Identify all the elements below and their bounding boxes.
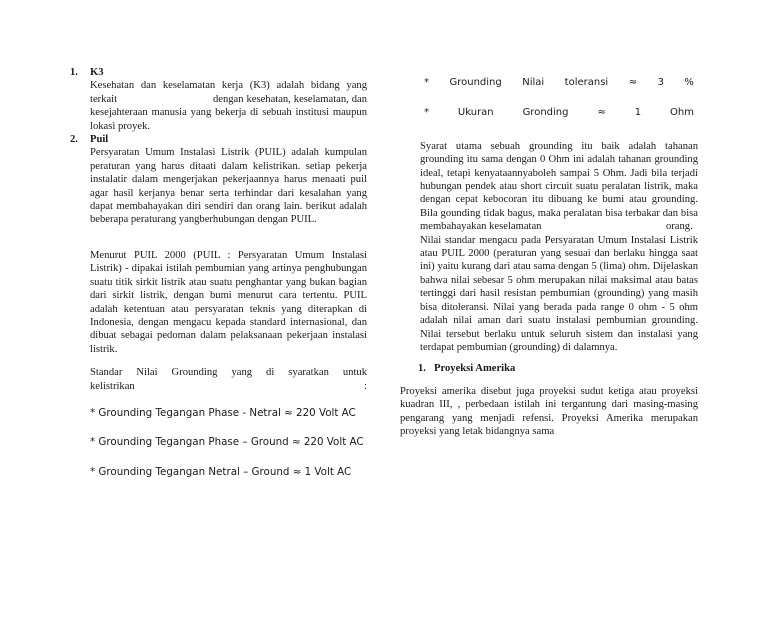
standard-colon: :	[364, 380, 367, 392]
row-value: 1	[634, 107, 642, 119]
bullet: *	[424, 107, 429, 119]
size-row	[400, 106, 698, 119]
row-value: 3	[657, 77, 664, 88]
row-word: Ukuran	[457, 107, 494, 119]
grounding-spec-phase-ground: * Grounding Tegangan Phase – Ground ≈ 220 Volt AC	[90, 436, 364, 449]
row-unit: Ohm	[670, 107, 694, 119]
tolerance-row	[400, 76, 698, 89]
row-symbol: ≈	[628, 77, 638, 88]
heading-number: 1.	[418, 363, 426, 375]
list-item-puil	[70, 133, 367, 227]
section-title-puil: Puil	[90, 134, 109, 146]
row-word: Gronding	[522, 107, 569, 119]
standard-grounding-intro	[70, 366, 367, 393]
row-word: Grounding	[449, 77, 502, 88]
bullet: *	[424, 77, 429, 88]
heading-text: Proyeksi Amerika	[434, 363, 516, 375]
standard-value-paragraph: Nilai standar mengacu pada Persyaratan Umum Instalasi Listrik atau PUIL 2000 (peraturan yang sesuai dan berlaku hingga saat ini) yaitu kurang dari atau sama dengan 5 (lima) ohm. Dijelaskan bahwa nilai sebesar 5 ohm merupakan nilai maksimal atau batas tertinggi dari hasil resistan pembumian (grounding) yang masih bisa ditoleransi. Nilai yang berada pada range 0 ohm - 5 ohm adalah nilai aman dari suatu instalasi pembumian grounding. Nilai tersebut berlaku untuk seluruh sistem dan instalasi yang terdapat pembumian (grounding) di dalamnya.	[420, 234, 698, 353]
left-column	[70, 66, 370, 479]
right-column	[400, 76, 701, 438]
section-title-k3: K3	[90, 67, 104, 78]
puil-paragraph: Persyaratan Umum Instalasi Listrik (PUIL) adalah kumpulan peraturan yang harus ditaati dalam kelistrikan. setiap pekerja instalatir dalam mengerjakan pekerjaannya harus menaati puil agar hasil kerjanya benar serta terhindar dari kesalahan yang dapat membahayakan diri sendiri dan orang lain. berikut adalah beberapa peraturang yangberhubungan dengan PUIL.	[90, 147, 367, 226]
grounding-requirement-paragraph: Syarat utama sebuah grounding itu baik adalah tahanan grounding itu sama dengan 0 Ohm ini adalah tahanan grounding ideal, tetapi kenyataannyaboleh sampai 5 Ohm. Jadi bila terjadi hubungan pendek atau short circuit suatu peralatan listrik, maka dengan cepat kebocoran itu dibuang ke bumi atau grounding. Bila gounding tidak bagus, maka peralatan bisa terbakar dan bisa membahayakan keselamatan orang.	[420, 140, 701, 233]
row-word: toleransi	[564, 77, 609, 88]
row-unit: %	[684, 77, 694, 88]
puil2000-paragraph: Menurut PUIL 2000 (PUIL : Persyaratan Umum Instalasi Listrik) - dipakai istilah pembumian yang artinya penghubungan suatu titik sirkit listrik atau suatu penghantar yang bukan bagian dari sirkit listrik, dengan bumi menurut cara tertentu. PUIL adalah ketentuan atau persyaratan teknis yang diterapkan di Indonesia, dengan mengacu kepada standard internasional, dan dibuat sebagai pedoman dalam pelaksanaan pekerjaan instalasi listrik.	[90, 249, 367, 355]
proyeksi-amerika-paragraph: Proyeksi amerika disebut juga proyeksi sudut ketiga atau proyeksi kuadran III, , perbedaan istilah ini tergantung dari masing-masing pengarang yang menjadi refensi. Proyeksi Amerika merupakan proyeksi yang letak bidangnya sama	[400, 385, 698, 437]
heading-proyeksi-amerika	[400, 362, 698, 375]
row-word: Nilai	[522, 77, 545, 88]
standard-line-2: kelistrikan	[90, 380, 135, 392]
list-number: 2.	[70, 134, 78, 146]
k3-paragraph: Kesehatan dan keselamatan kerja (K3) adalah bidang yang terkait dengan kesehatan, keselamatan, dan kesejahteraan manusia yang bekerja di sebuah institusi maupun lokasi proyek.	[90, 80, 370, 132]
list-item-k3	[70, 66, 370, 133]
list-number: 1.	[70, 67, 78, 78]
grounding-spec-phase-netral: * Grounding Tegangan Phase - Netral ≈ 220 Volt AC	[90, 406, 356, 419]
row-symbol: ≈	[597, 107, 606, 119]
grounding-spec-netral-ground: * Grounding Tegangan Netral – Ground ≈ 1 Volt AC	[90, 465, 352, 478]
standard-line-1: Standar Nilai Grounding yang di syaratkan untuk	[90, 367, 367, 379]
